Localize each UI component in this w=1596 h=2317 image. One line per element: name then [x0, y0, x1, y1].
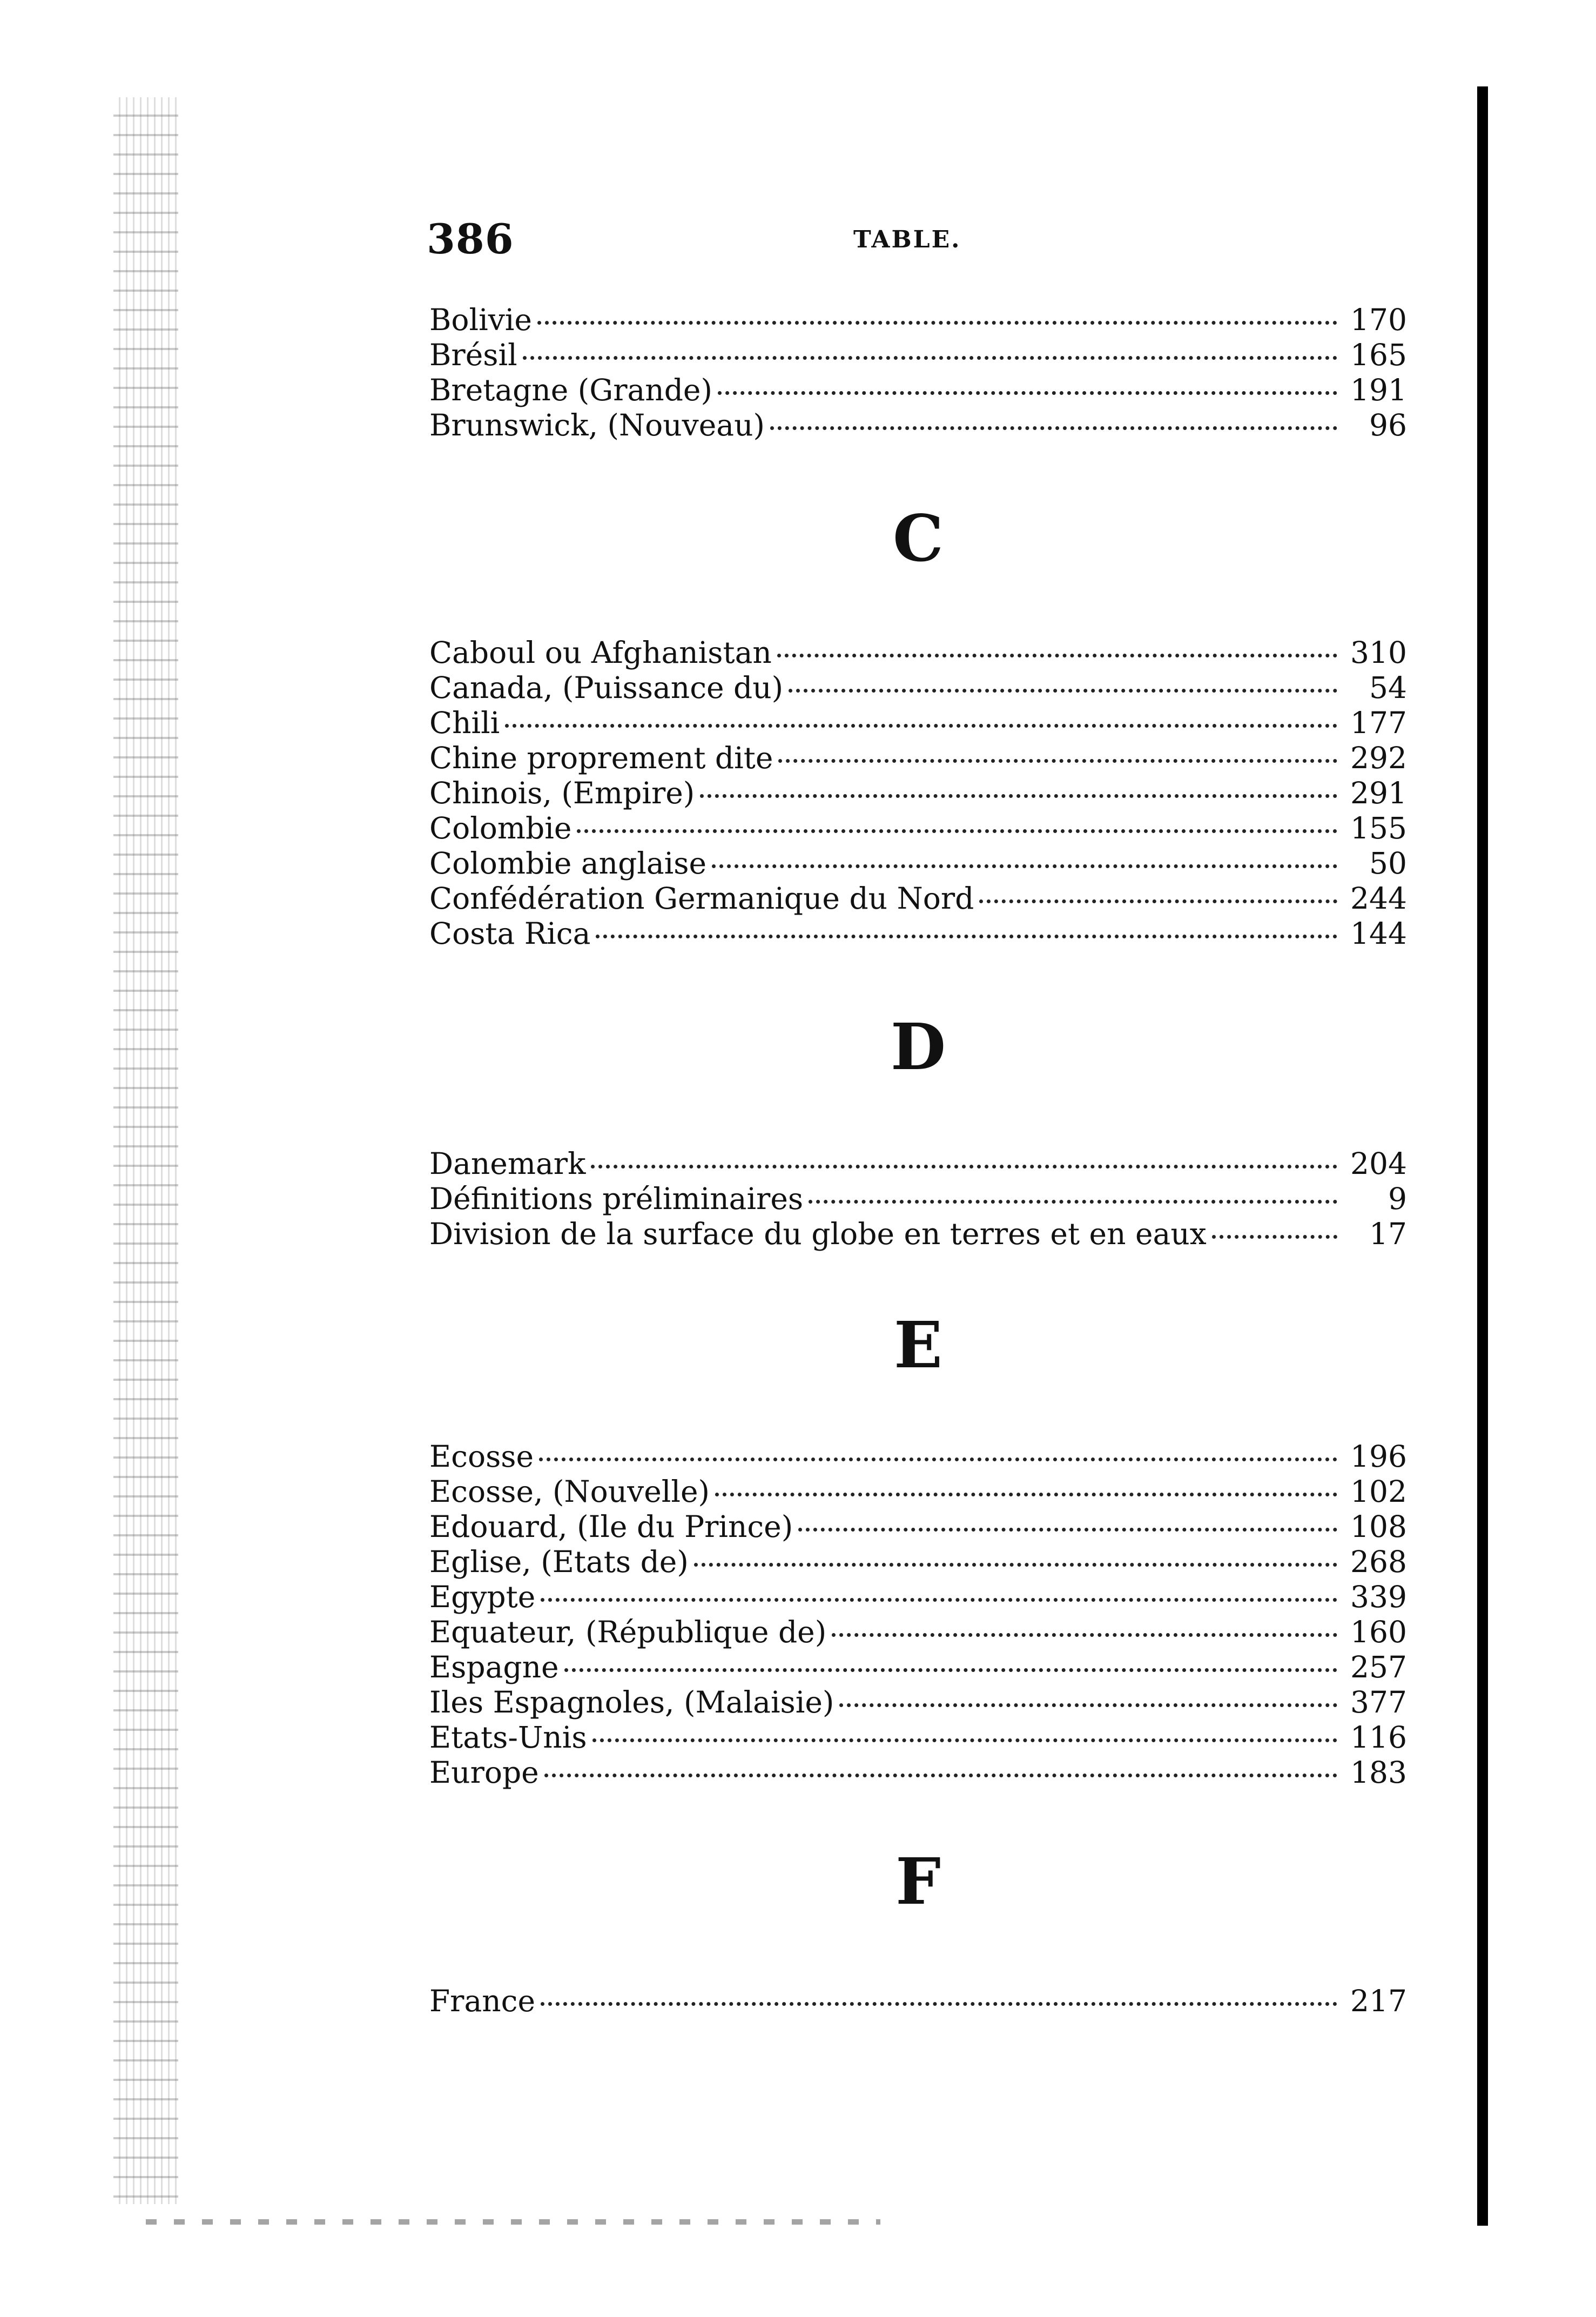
- index-entry: [429, 1544, 1407, 1580]
- index-entry: [429, 1720, 1407, 1755]
- entry-page-number: 292: [1350, 741, 1407, 775]
- running-title: TABLE.: [853, 226, 961, 253]
- index-entry: [429, 1685, 1407, 1720]
- entry-label: Colombie: [429, 811, 572, 845]
- dot-leader: [778, 759, 1337, 763]
- index-section-e: [429, 1307, 1407, 1790]
- dot-leader: [591, 1165, 1337, 1168]
- entry-page-number: 116: [1350, 1720, 1407, 1755]
- right-page-rule: [1477, 86, 1488, 2226]
- section-spacer: [429, 443, 1407, 507]
- index-entry: [429, 670, 1407, 706]
- section-spacer: [429, 951, 1407, 1015]
- entry-label: Danemark: [429, 1146, 586, 1181]
- bottom-ink-smudge: [146, 2219, 880, 2225]
- entry-page-number: 217: [1350, 1984, 1407, 2018]
- index-entry: [429, 776, 1407, 811]
- section-spacer: [429, 1079, 1407, 1146]
- entry-label: Ecosse: [429, 1439, 534, 1474]
- index-section-c: [429, 501, 1407, 951]
- index-entry: [429, 1146, 1407, 1181]
- index-entry-list: [429, 303, 1407, 443]
- index-entry: [429, 1580, 1407, 1615]
- entry-page-number: 196: [1350, 1439, 1407, 1474]
- dot-leader: [777, 654, 1337, 657]
- section-letter-heading: D: [890, 1009, 946, 1084]
- dot-leader: [770, 426, 1337, 430]
- index-entry: [429, 1615, 1407, 1650]
- index-entry: [429, 1650, 1407, 1685]
- entry-label: Chine proprement dite: [429, 741, 773, 775]
- index-entry-list: [429, 1146, 1407, 1252]
- entry-page-number: 102: [1350, 1474, 1407, 1509]
- index-entry: [429, 1509, 1407, 1544]
- index-entry-list: [429, 1984, 1407, 2019]
- index-section-f: [429, 1844, 1407, 2019]
- page-number: 386: [427, 215, 514, 263]
- entry-page-number: 244: [1350, 881, 1407, 916]
- entry-label: Brésil: [429, 338, 517, 372]
- entry-label: Chinois, (Empire): [429, 776, 695, 810]
- dot-leader: [694, 1563, 1337, 1567]
- index-entry: [429, 1181, 1407, 1217]
- index-section-d: [429, 1009, 1407, 1252]
- entry-page-number: 160: [1350, 1615, 1407, 1649]
- entry-page-number: 54: [1369, 670, 1407, 705]
- dot-leader: [789, 689, 1337, 693]
- index-entry: [429, 408, 1407, 443]
- entry-page-number: 377: [1350, 1685, 1407, 1720]
- entry-label: Egypte: [429, 1580, 536, 1614]
- dot-leader: [544, 1774, 1337, 1777]
- entry-label: Espagne: [429, 1650, 559, 1684]
- dot-leader: [979, 899, 1337, 903]
- entry-label: Définitions préliminaires: [429, 1181, 804, 1216]
- entry-label: Ecosse, (Nouvelle): [429, 1474, 710, 1509]
- page-binding-edge: [113, 97, 178, 2204]
- index-entry-list: [429, 1439, 1407, 1790]
- index-entry: [429, 1474, 1407, 1509]
- section-spacer: [429, 1913, 1407, 1984]
- entry-page-number: 183: [1350, 1755, 1407, 1790]
- dot-leader: [832, 1633, 1337, 1637]
- dot-leader: [541, 1598, 1337, 1602]
- entry-label: Iles Espagnoles, (Malaisie): [429, 1685, 834, 1720]
- index-entry: [429, 1217, 1407, 1252]
- entry-label: Chili: [429, 706, 500, 740]
- entry-page-number: 165: [1350, 338, 1407, 372]
- entry-page-number: 339: [1350, 1580, 1407, 1614]
- index-entry: [429, 338, 1407, 373]
- index-entry: [429, 303, 1407, 338]
- section-letter-heading: C: [893, 501, 944, 576]
- entry-label: Eglise, (Etats de): [429, 1544, 689, 1579]
- dot-leader: [715, 1493, 1337, 1496]
- page-header: [427, 215, 967, 264]
- dot-leader: [596, 935, 1337, 938]
- index-entry: [429, 1984, 1407, 2019]
- dot-leader: [505, 724, 1337, 728]
- entry-label: France: [429, 1984, 536, 2018]
- entry-label: Canada, (Puissance du): [429, 670, 784, 705]
- dot-leader: [798, 1528, 1337, 1532]
- index-entry: [429, 706, 1407, 741]
- section-spacer: [429, 1790, 1407, 1850]
- entry-label: Division de la surface du globe en terres et en eaux: [429, 1217, 1207, 1251]
- entry-label: Caboul ou Afghanistan: [429, 635, 772, 670]
- section-spacer: [429, 1252, 1407, 1313]
- entry-label: Europe: [429, 1755, 539, 1790]
- entry-page-number: 17: [1369, 1217, 1407, 1251]
- dot-leader: [592, 1738, 1337, 1742]
- dot-leader: [537, 321, 1337, 325]
- section-letter-heading: E: [894, 1307, 942, 1382]
- section-letter-heading: F: [895, 1844, 941, 1919]
- entry-label: Confédération Germanique du Nord: [429, 881, 974, 916]
- dot-leader: [1212, 1235, 1337, 1239]
- entry-page-number: 96: [1369, 408, 1407, 442]
- index-entry: [429, 916, 1407, 951]
- dot-leader: [809, 1200, 1337, 1204]
- entry-page-number: 268: [1350, 1544, 1407, 1579]
- index-entry: [429, 846, 1407, 881]
- entry-label: Bretagne (Grande): [429, 373, 712, 407]
- entry-page-number: 50: [1369, 846, 1407, 881]
- entry-page-number: 144: [1350, 916, 1407, 951]
- entry-page-number: 257: [1350, 1650, 1407, 1684]
- index-entry: [429, 881, 1407, 916]
- index-entry-list: [429, 635, 1407, 951]
- entry-page-number: 291: [1350, 776, 1407, 810]
- entry-page-number: 310: [1350, 635, 1407, 670]
- index-entry: [429, 1439, 1407, 1474]
- dot-leader: [523, 356, 1337, 360]
- entry-label: Etats-Unis: [429, 1720, 587, 1755]
- entry-page-number: 9: [1388, 1181, 1407, 1216]
- entry-page-number: 170: [1350, 303, 1407, 337]
- dot-leader: [541, 2002, 1337, 2006]
- index-entry: [429, 635, 1407, 670]
- index-entry: [429, 373, 1407, 408]
- entry-label: Edouard, (Ile du Prince): [429, 1509, 793, 1544]
- entry-page-number: 108: [1350, 1509, 1407, 1544]
- index-entry: [429, 811, 1407, 846]
- entry-page-number: 177: [1350, 706, 1407, 740]
- index-table: [429, 303, 1407, 2019]
- entry-label: Brunswick, (Nouveau): [429, 408, 765, 442]
- entry-label: Colombie anglaise: [429, 846, 707, 881]
- entry-page-number: 204: [1350, 1146, 1407, 1181]
- section-spacer: [429, 570, 1407, 635]
- dot-leader: [718, 391, 1337, 395]
- entry-page-number: 191: [1350, 373, 1407, 407]
- entry-page-number: 155: [1350, 811, 1407, 845]
- dot-leader: [700, 794, 1337, 798]
- entry-label: Equateur, (République de): [429, 1615, 827, 1649]
- dot-leader: [564, 1668, 1337, 1672]
- index-entry: [429, 741, 1407, 776]
- dot-leader: [839, 1703, 1337, 1707]
- dot-leader: [577, 829, 1337, 833]
- dot-leader: [712, 864, 1337, 868]
- index-section-b: [429, 303, 1407, 443]
- entry-label: Costa Rica: [429, 916, 591, 951]
- entry-label: Bolivie: [429, 303, 532, 337]
- section-spacer: [429, 1377, 1407, 1439]
- index-entry: [429, 1755, 1407, 1790]
- dot-leader: [539, 1458, 1337, 1461]
